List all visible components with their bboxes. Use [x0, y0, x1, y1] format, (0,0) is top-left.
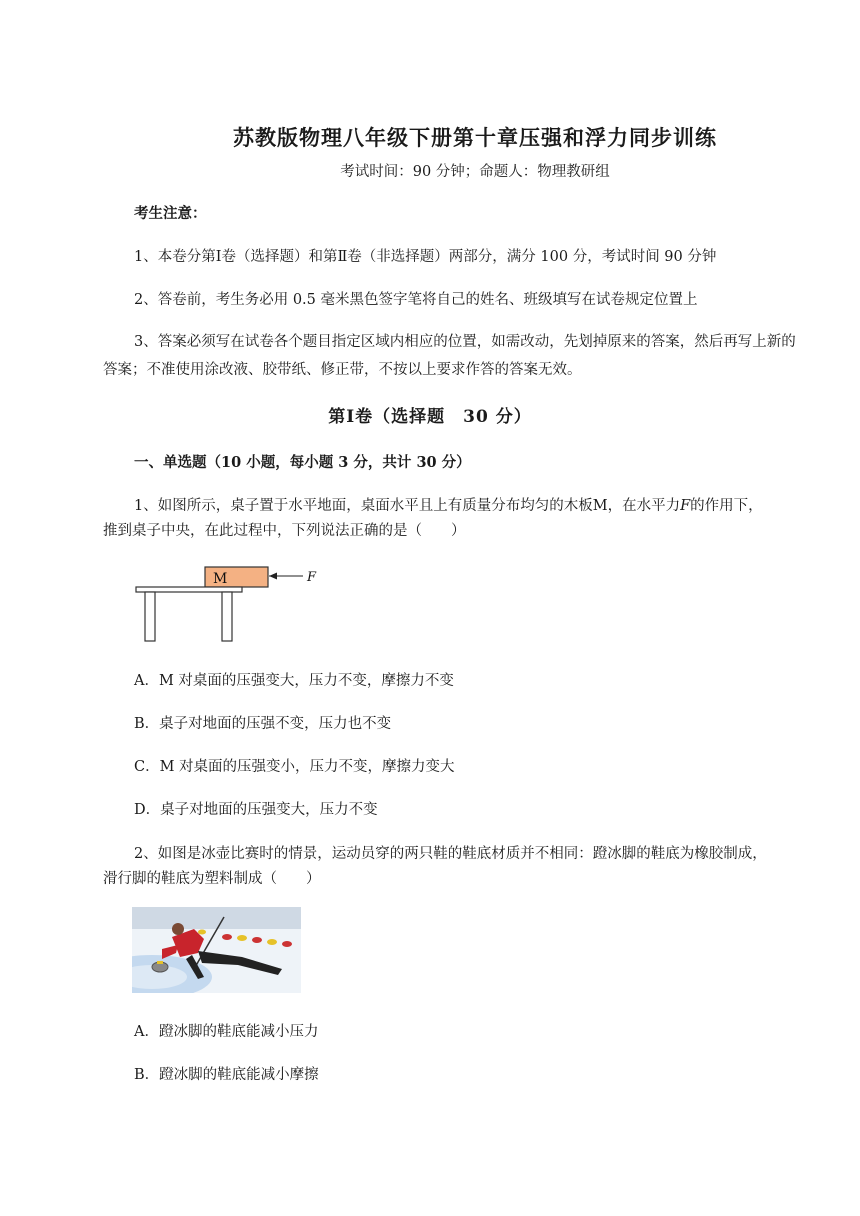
force-variable: F: [680, 498, 691, 514]
exam-info: 考试时间：90 分钟；命题人：物理教研组: [340, 164, 610, 180]
force-label: F: [307, 570, 317, 585]
table-leg-left: [145, 592, 155, 641]
question-2-stem-line2: 滑行脚的鞋底为塑料制成（ ）: [103, 871, 321, 887]
force-arrowhead: [269, 573, 277, 580]
table-top: [136, 587, 242, 592]
question-1-stem-text: 1、如图所示，桌子置于水平地面，桌面水平且上有质量分布均匀的木板M，在水平力: [134, 498, 681, 514]
table-leg-right: [222, 592, 232, 641]
notice-item-3: 3、答案必须写在试卷各个题目指定区域内相应的位置，如需改动，先划掉原来的答案，然后再写上新的答案；不准使用涂改液、胶带纸、修正带，不按以上要求作答的答案无效。: [103, 334, 796, 378]
page-title: 苏教版物理八年级下册第十章压强和浮力同步训练: [233, 125, 717, 150]
arena-background: [132, 907, 301, 929]
notice-item-2: 2、答卷前，考生务必用 0.5 毫米黑色签字笔将自己的姓名、班级填写在试卷规定位置上: [134, 292, 698, 308]
section-subheading: 一、单选题（10 小题，每小题 3 分，共计 30 分）: [134, 454, 471, 471]
notice-heading: 考生注意：: [134, 205, 207, 222]
question-1-stem: [134, 492, 763, 520]
question-1-stem-tail: 的作用下，: [690, 498, 763, 514]
athlete-head: [172, 923, 184, 935]
table-diagram-svg: [133, 565, 323, 645]
q1-option-d: D．桌子对地面的压强变大，压力不变: [134, 802, 378, 818]
curling-photo-svg: [132, 907, 301, 993]
question-2-stem: 2、如图是冰壶比赛时的情景，运动员穿的两只鞋的鞋底材质并不相同：蹬冰脚的鞋底为橡胶制成，: [134, 846, 767, 862]
stone-handle: [157, 961, 163, 964]
q1-option-b: B．桌子对地面的压强不变，压力也不变: [134, 716, 392, 732]
curling-photo: [132, 907, 301, 993]
q2-option-b: B．蹬冰脚的鞋底能减小摩擦: [134, 1067, 319, 1083]
question-1-stem-line2: 推到桌子中央，在此过程中，下列说法正确的是（ ）: [103, 523, 466, 539]
table-diagram: [133, 565, 323, 645]
q1-option-c: C．M 对桌面的压强变小，压力不变，摩擦力变大: [134, 759, 455, 775]
q1-option-a: A．M 对桌面的压强变大，压力不变，摩擦力不变: [134, 673, 454, 689]
notice-item-1: 1、本卷分第Ⅰ卷（选择题）和第Ⅱ卷（非选择题）两部分，满分 100 分，考试时间 90 分钟: [134, 249, 717, 265]
section-title: 第Ⅰ卷（选择题 30 分）: [328, 407, 532, 427]
q2-option-a: A．蹬冰脚的鞋底能减小压力: [134, 1024, 319, 1040]
board-m-label: M: [213, 571, 228, 587]
